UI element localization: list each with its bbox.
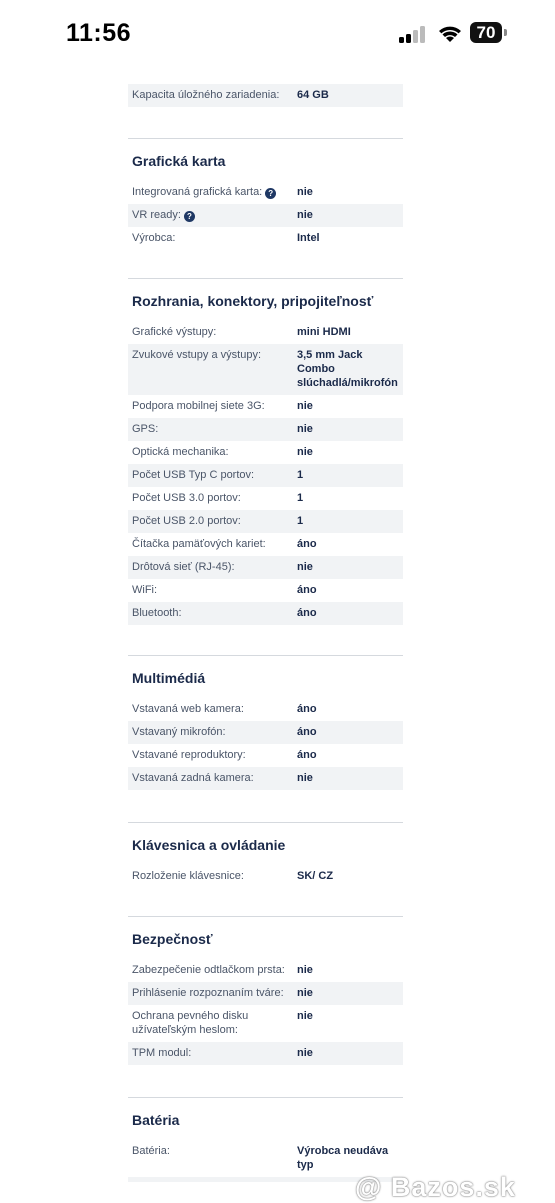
spec-row xyxy=(128,344,403,395)
spec-label: Rozloženie klávesnice: xyxy=(132,870,244,882)
spec-label: Optická mechanika: xyxy=(132,446,229,458)
help-icon[interactable]: ? xyxy=(265,188,276,199)
wifi-icon xyxy=(436,22,464,44)
spec-content xyxy=(128,84,403,1182)
spec-value: áno xyxy=(297,538,317,550)
spec-value: áno xyxy=(297,607,317,619)
spec-row xyxy=(128,959,403,982)
spec-label: Prihlásenie rozpoznaním tváre: xyxy=(132,987,284,999)
spec-label: GPS: xyxy=(132,423,159,435)
spec-label: Vstavané reproduktory: xyxy=(132,749,246,761)
section-multimedia xyxy=(128,656,403,790)
spec-label: Počet USB Typ C portov: xyxy=(132,469,255,481)
section-keyboard xyxy=(128,823,403,888)
spec-label: VR ready: xyxy=(132,209,181,221)
spec-value: nie xyxy=(297,1047,313,1059)
spec-label: Integrovaná grafická karta: xyxy=(132,186,263,198)
section-title: Multimédiá xyxy=(132,670,206,686)
spec-label: Vstavaná web kamera: xyxy=(132,703,244,715)
section-security xyxy=(128,917,403,1065)
spec-value: 3,5 mm Jack Combo slúchadlá/mikrofón xyxy=(297,349,398,389)
spec-label: Zvukové vstupy a výstupy: xyxy=(132,349,261,361)
spec-label: Kapacita úložného zariadenia: xyxy=(132,89,280,101)
spec-value: 1 xyxy=(297,515,304,527)
spec-value: nie xyxy=(297,964,313,976)
status-bar xyxy=(0,0,555,70)
spec-row xyxy=(128,533,403,556)
spec-value: nie xyxy=(297,209,313,221)
spec-label: Grafické výstupy: xyxy=(132,326,217,338)
spec-row xyxy=(128,395,403,418)
spec-row xyxy=(128,744,403,767)
spec-row xyxy=(128,321,403,344)
spec-label: Vstavaný mikrofón: xyxy=(132,726,226,738)
spec-value: 1 xyxy=(297,492,304,504)
spec-row xyxy=(128,602,403,625)
spec-value: nie xyxy=(297,772,313,784)
spec-value: nie xyxy=(297,186,313,198)
spec-row xyxy=(128,418,403,441)
spec-value: áno xyxy=(297,584,317,596)
section-title: Klávesnica a ovládanie xyxy=(132,837,286,853)
spec-value: mini HDMI xyxy=(297,326,351,338)
spec-label: Bluetooth: xyxy=(132,607,182,619)
section-title: Batéria xyxy=(132,1112,180,1128)
spec-row xyxy=(128,982,403,1005)
spec-label: Drôtová sieť (RJ-45): xyxy=(132,561,235,573)
spec-label: TPM modul: xyxy=(132,1047,192,1059)
watermark: @ Bazos.sk xyxy=(355,1172,516,1202)
spec-row xyxy=(128,227,403,250)
spec-row xyxy=(128,865,403,888)
spec-value: SK/ CZ xyxy=(297,870,334,882)
spec-row xyxy=(128,510,403,533)
spec-label: Čítačka pamäťových kariet: xyxy=(132,538,266,550)
section-title: Bezpečnosť xyxy=(132,931,213,947)
help-icon[interactable]: ? xyxy=(184,211,195,222)
spec-row xyxy=(128,1042,403,1065)
spec-value: áno xyxy=(297,703,317,715)
spec-row xyxy=(128,441,403,464)
status-time: 11:56 xyxy=(66,19,132,47)
section-interfaces xyxy=(128,279,403,625)
cellular-signal-icon xyxy=(399,25,429,43)
spec-row xyxy=(128,204,403,227)
section-title: Grafická karta xyxy=(132,153,226,169)
spec-row xyxy=(128,556,403,579)
spec-label: Vstavaná zadná kamera: xyxy=(132,772,254,784)
spec-row xyxy=(128,464,403,487)
spec-value: Intel xyxy=(297,232,320,244)
spec-row xyxy=(128,1005,403,1042)
spec-label: Batéria: xyxy=(132,1145,170,1157)
spec-row-storage xyxy=(128,84,403,107)
spec-row xyxy=(128,579,403,602)
spec-label: Výrobca: xyxy=(132,232,176,244)
spec-value: nie xyxy=(297,987,313,999)
battery-tip xyxy=(504,29,507,36)
spec-row xyxy=(128,181,403,204)
battery-icon: 70 xyxy=(470,22,502,43)
spec-value: Výrobca neudáva typ xyxy=(297,1145,389,1171)
spec-value: 64 GB xyxy=(297,89,329,101)
spec-value: áno xyxy=(297,726,317,738)
spec-label: Počet USB 3.0 portov: xyxy=(132,492,241,504)
spec-row xyxy=(128,767,403,790)
section-title: Rozhrania, konektory, pripojiteľnosť xyxy=(132,293,374,309)
spec-label: Podpora mobilnej siete 3G: xyxy=(132,400,265,412)
spec-label: Zabezpečenie odtlačkom prsta: xyxy=(132,964,285,976)
section-battery xyxy=(128,1098,403,1177)
spec-value: nie xyxy=(297,1010,313,1022)
spec-row xyxy=(128,721,403,744)
spec-label: Počet USB 2.0 portov: xyxy=(132,515,241,527)
spec-value: nie xyxy=(297,400,313,412)
spec-value: 1 xyxy=(297,469,304,481)
spec-row xyxy=(128,487,403,510)
spec-value: nie xyxy=(297,446,313,458)
spec-row xyxy=(128,698,403,721)
section-gpu xyxy=(128,139,403,250)
spec-value: áno xyxy=(297,749,317,761)
spec-value: nie xyxy=(297,561,313,573)
spec-value: nie xyxy=(297,423,313,435)
spec-label: Ochrana pevného disku užívateľským heslom: xyxy=(132,1010,249,1036)
spec-label: WiFi: xyxy=(132,584,158,596)
